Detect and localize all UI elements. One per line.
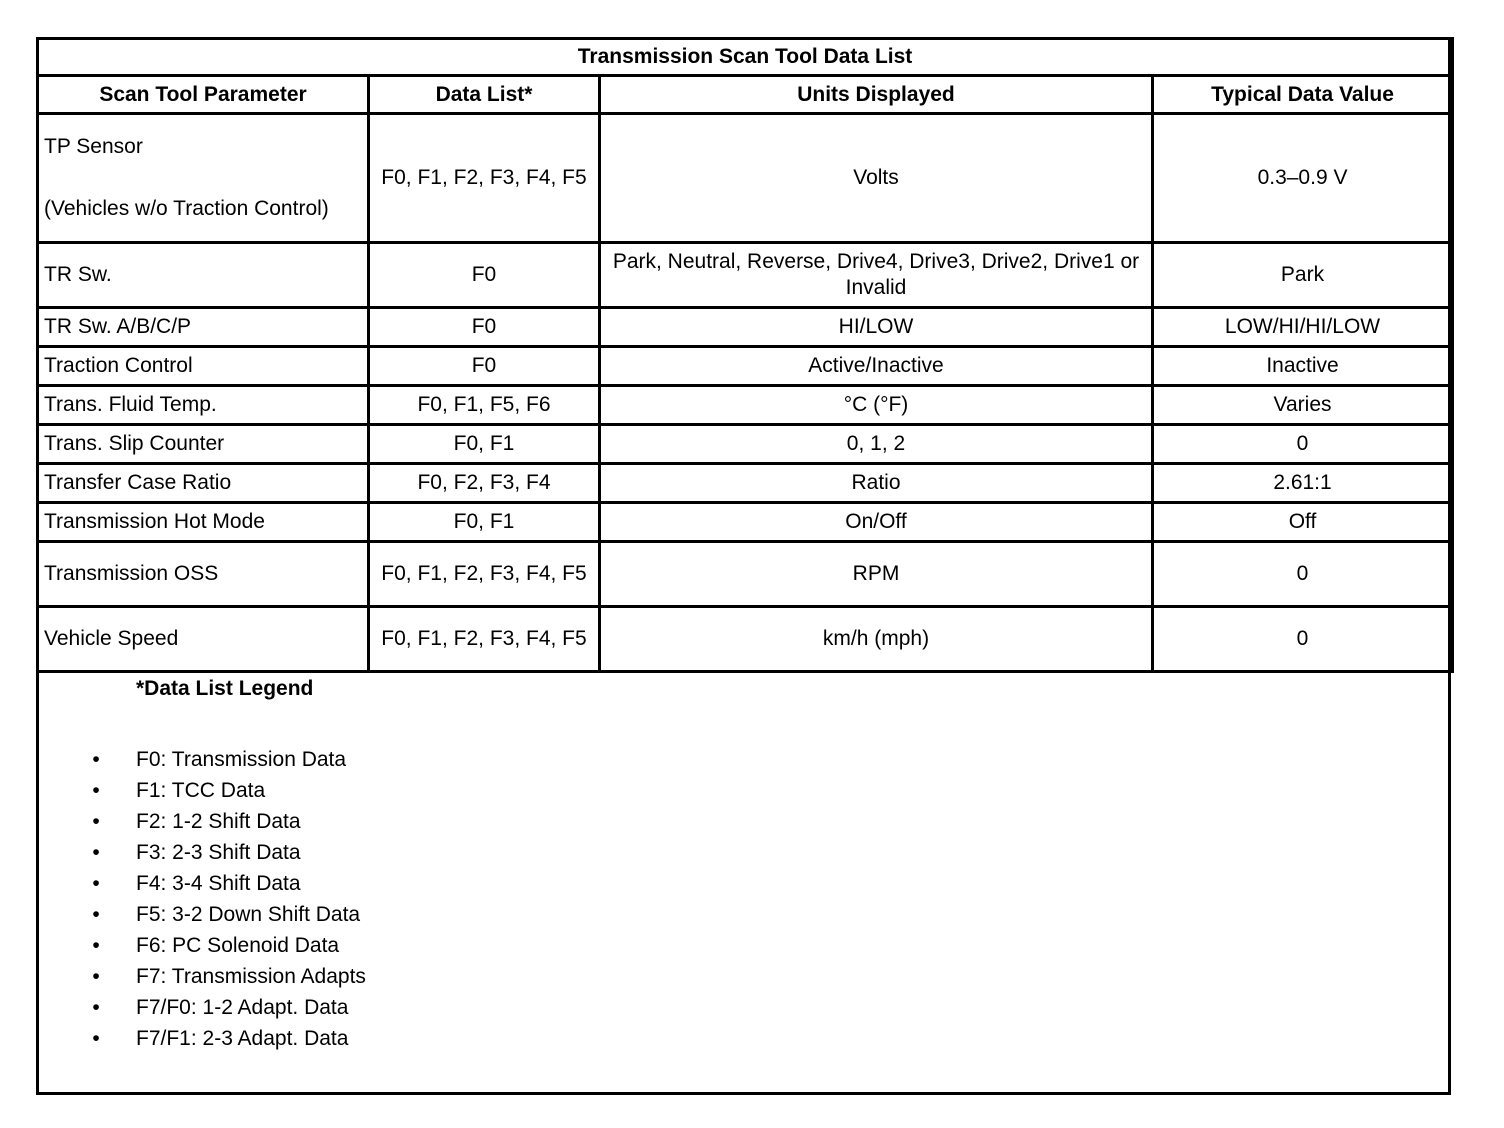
typical-value-cell: Off [1153,503,1453,542]
bullet-icon: • [92,934,100,957]
typical-value-cell: LOW/HI/HI/LOW [1153,308,1453,347]
typical-value-cell: 0.3–0.9 V [1153,114,1453,243]
legend-item-text: F6: PC Solenoid Data [136,934,340,957]
column-header-data-list: Data List* [369,76,600,114]
parameter-cell [38,114,369,243]
legend-item-text: F0: Transmission Data [136,748,347,771]
typical-value-cell: Inactive [1153,347,1453,386]
legend-item-text: F1: TCC Data [136,779,266,802]
data-list-legend [39,672,1448,1092]
table-row [38,464,1453,503]
units-cell: °C (°F) [600,386,1153,425]
list-item [91,1023,366,1054]
legend-item-text: F4: 3-4 Shift Data [136,872,301,895]
typical-value-cell: 0 [1153,607,1453,672]
legend-item-text: F2: 1-2 Shift Data [136,810,301,833]
list-item [91,775,366,806]
table-row [38,386,1453,425]
data-list-cell: F0, F1 [369,425,600,464]
bullet-icon: • [92,965,100,988]
data-list-cell: F0, F2, F3, F4 [369,464,600,503]
bullet-icon: • [92,903,100,926]
units-cell: 0, 1, 2 [600,425,1153,464]
parameter-cell: Transmission Hot Mode [38,503,369,542]
list-item [91,806,366,837]
data-list-cell: F0 [369,243,600,308]
legend-title: *Data List Legend [136,677,314,700]
legend-item-text: F7/F0: 1-2 Adapt. Data [136,996,349,1019]
typical-value-cell: Varies [1153,386,1453,425]
bullet-icon: • [92,1027,100,1050]
bullet-icon: • [92,872,100,895]
parameter-name: TP Sensor [44,135,143,158]
legend-list [91,744,366,1054]
bullet-icon: • [92,748,100,771]
list-item [91,744,366,775]
list-item [91,837,366,868]
list-item [91,961,366,992]
table-row [38,114,1453,243]
list-item [91,992,366,1023]
data-list-cell: F0, F1, F2, F3, F4, F5 [369,607,600,672]
data-list-cell: F0, F1, F5, F6 [369,386,600,425]
bullet-icon: • [92,810,100,833]
data-list-cell: F0 [369,308,600,347]
list-item [91,899,366,930]
data-list-cell: F0, F1, F2, F3, F4, F5 [369,542,600,607]
table-row [38,607,1453,672]
data-list-cell: F0 [369,347,600,386]
data-list-cell: F0, F1, F2, F3, F4, F5 [369,114,600,243]
units-cell: On/Off [600,503,1153,542]
typical-value-cell: 0 [1153,542,1453,607]
legend-item-text: F3: 2-3 Shift Data [136,841,301,864]
parameter-cell: Trans. Slip Counter [38,425,369,464]
bullet-icon: • [92,996,100,1019]
table-row [38,542,1453,607]
parameter-cell: TR Sw. [38,243,369,308]
legend-item-text: F7/F1: 2-3 Adapt. Data [136,1027,349,1050]
parameter-cell: Trans. Fluid Temp. [38,386,369,425]
units-cell: Ratio [600,464,1153,503]
parameter-cell: TR Sw. A/B/C/P [38,308,369,347]
typical-value-cell: Park [1153,243,1453,308]
units-cell: HI/LOW [600,308,1153,347]
table-row [38,347,1453,386]
units-cell: Active/Inactive [600,347,1153,386]
table-row [38,308,1453,347]
bullet-icon: • [92,779,100,802]
parameter-cell: Transmission OSS [38,542,369,607]
legend-item-text: F5: 3-2 Down Shift Data [136,903,361,926]
units-cell: km/h (mph) [600,607,1153,672]
column-header-units: Units Displayed [600,76,1153,114]
units-cell: RPM [600,542,1153,607]
column-header-typical-value: Typical Data Value [1153,76,1453,114]
table-row [38,425,1453,464]
data-list-cell: F0, F1 [369,503,600,542]
units-cell: Volts [600,114,1153,243]
units-cell: Park, Neutral, Reverse, Drive4, Drive3, Drive2, Drive1 or Invalid [600,243,1153,308]
parameter-cell: Transfer Case Ratio [38,464,369,503]
typical-value-cell: 2.61:1 [1153,464,1453,503]
parameter-note: (Vehicles w/o Traction Control) [44,197,329,220]
legend-item-text: F7: Transmission Adapts [136,965,366,988]
column-header-parameter: Scan Tool Parameter [38,76,369,114]
scan-tool-data-table [36,37,1454,673]
typical-value-cell: 0 [1153,425,1453,464]
table-row [38,243,1453,308]
list-item [91,868,366,899]
bullet-icon: • [92,841,100,864]
table-row [38,503,1453,542]
parameter-cell: Traction Control [38,347,369,386]
table-title: Transmission Scan Tool Data List [38,39,1453,76]
parameter-cell: Vehicle Speed [38,607,369,672]
list-item [91,930,366,961]
